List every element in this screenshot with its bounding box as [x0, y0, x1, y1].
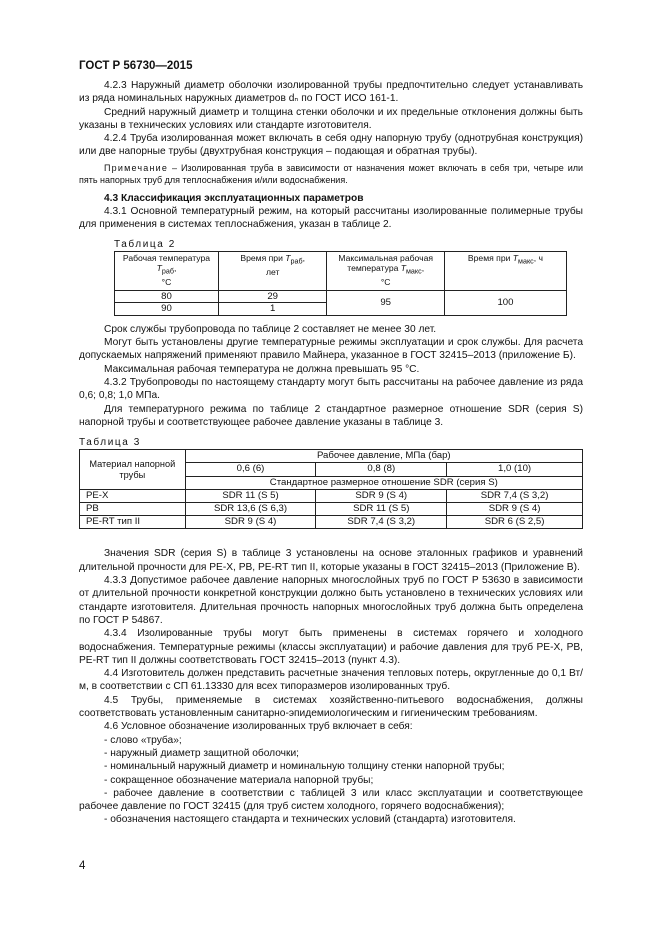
table-2-hours-cell: 100 [444, 290, 566, 315]
list-item: - обозначения настоящего стандарта и технических условий (стандарта) изготовителя. [104, 814, 516, 826]
table-3-material-cell: PB [80, 503, 186, 516]
list-item: - рабочее давление в соответствии с таблицей 3 или класс эксплуатации и соответствующее рабочее давление по ГОСТ 32415 (для труб систем холодного, горячего водоснабжения); [79, 787, 583, 813]
table-2 [114, 251, 567, 316]
table-3-value-cell: SDR 9 (S 4) [447, 503, 583, 516]
table-2-years-cell: 1 [218, 303, 326, 316]
table-2-years-cell: 29 [218, 290, 326, 303]
table-row [80, 489, 583, 502]
table-row [115, 290, 567, 303]
table-3-value-cell: SDR 11 (S 5) [185, 489, 316, 502]
note [79, 162, 583, 186]
paragraph-4-3-1: 4.3.1 Основной температурный режим, на который рассчитаны изолированные полимерные трубы для применения в системах теплоснабжения, указан в таблице 2. [79, 206, 583, 231]
table-3-header-material: Материал напорной трубы [80, 450, 186, 490]
list-item: - слово «труба»; [104, 734, 182, 746]
table-3-value-cell: SDR 6 (S 2,5) [447, 516, 583, 529]
paragraph-4-2-4: 4.2.4 Труба изолированная может включать в себя одну напорную трубу (однотрубная конструкция) или две напорные трубы (двухтрубная конструкция – подающая и обратная трубы). [79, 133, 583, 158]
paragraph-sdr-values: Значения SDR (серия S) в таблице 3 установлены на основе эталонных графиков и уравнений длительной прочности для PE-X, PB, PE-RT тип II, которые указаны в ГОСТ 32415–2013 (Приложение В). [79, 548, 583, 573]
table-3-pressure-0-8: 0,8 (8) [316, 463, 447, 476]
table-3-caption: Таблица 3 [79, 437, 141, 449]
table-3-value-cell: SDR 9 (S 4) [316, 489, 447, 502]
designation-list [79, 734, 583, 827]
table-3-value-cell: SDR 9 (S 4) [185, 516, 316, 529]
table-3-material-cell: PE-RT тип II [80, 516, 186, 529]
paragraph-max-temp: Максимальная рабочая температура не должна превышать 95 °С. [104, 363, 420, 375]
table-2-caption: Таблица 2 [114, 238, 176, 250]
paragraph-4-3-3: 4.3.3 Допустимое рабочее давление напорных многослойных труб по ГОСТ Р 53630 в зависимости от длительной прочности конкретной конструкции должно быть установлено в технических условиях или стандарте изготовителя. Длительная прочность напорных многослойных труб должна быть определена по ГОСТ Р 54867. [79, 575, 583, 626]
standard-code-header: ГОСТ Р 56730—2015 [79, 60, 193, 72]
paragraph-4-2-3-cont: Средний наружный диаметр и толщина стенки оболочки и их предельные отклонения должны быть указаны в технических условиях или стандарте изготовителя. [79, 106, 583, 131]
paragraph-sdr-intro: Для температурного режима по таблице 2 стандартное размерное отношение SDR (серия S) напорной трубы и соответствующее рабочее давление указаны в таблице 3. [79, 403, 583, 428]
table-3-value-cell: SDR 7,4 (S 3,2) [316, 516, 447, 529]
table-2-temp-cell: 80 [115, 290, 219, 303]
paragraph-4-6: 4.6 Условное обозначение изолированных труб включает в себя: [104, 721, 413, 733]
table-3-value-cell: SDR 7,4 (S 3,2) [447, 489, 583, 502]
table-2-tmax-cell: 95 [327, 290, 445, 315]
paragraph-4-2-3: 4.2.3 Наружный диаметр оболочки изолированной трубы предпочтительно следует устанавливать из ряда номинальных наружных диаметров dₙ по ГОСТ ИСО 161-1. [79, 80, 583, 105]
table-row [80, 503, 583, 516]
table-3-material-cell: PE-X [80, 489, 186, 502]
table-2-header-hours: Время при $T_{макс}$, ч [444, 251, 566, 290]
list-item: - сокращенное обозначение материала напорной трубы; [104, 774, 374, 786]
table-3-header-pressure: Рабочее давление, МПа (бар) [185, 450, 582, 463]
table-2-header-row [115, 251, 567, 290]
page-content [79, 79, 583, 827]
table-3-value-cell: SDR 11 (S 5) [316, 503, 447, 516]
note-text: – Изолированная труба в зависимости от назначения может включать в себя три, четыре или пять напорных труб для теплоснабжения и/или водоснабжения. [79, 162, 583, 185]
table-3-value-cell: SDR 13,6 (S 6,3) [185, 503, 316, 516]
paragraph-other-modes: Могут быть установлены другие температурные режимы эксплуатации и срок службы. Для расчета допускаемых напряжений применяют правило Майнера, указанное в ГОСТ 32415–2013 (приложение Б). [79, 337, 583, 362]
table-3-pressure-0-6: 0,6 (6) [185, 463, 316, 476]
page-number: 4 [79, 860, 86, 872]
list-item: - наружный диаметр защитной оболочки; [104, 747, 299, 759]
table-row [80, 516, 583, 529]
paragraph-4-4: 4.4 Изготовитель должен представить расчетные значения тепловых потерь, округленные до 0,1 Вт/м, в соответствии с СП 61.13330 для всех типоразмеров изолированных труб. [79, 668, 583, 693]
table-2-header-tmax: Максимальная рабочая температура $T_{макс}$, °С [327, 251, 445, 290]
list-item: - номинальный наружный диаметр и номинальную толщину стенки напорной трубы; [104, 761, 505, 773]
paragraph-service-life: Срок службы трубопровода по таблице 2 составляет не менее 30 лет. [104, 323, 437, 335]
note-lead: Примечание [104, 162, 169, 173]
table-2-header-years: Время при $T_{раб}$, лет [218, 251, 326, 290]
table-3-header-row [80, 450, 583, 463]
table-2-header-temp: Рабочая температура $T_{раб}$, °С [115, 251, 219, 290]
table-3 [79, 449, 583, 529]
table-3-pressure-1-0: 1,0 (10) [447, 463, 583, 476]
table-2-temp-cell: 90 [115, 303, 219, 316]
paragraph-4-5: 4.5 Трубы, применяемые в системах хозяйственно-питьевого водоснабжения, должны соответствовать установленным санитарно-эпидемиологическим и гигиеническим требованиям. [79, 694, 583, 720]
paragraph-4-3-2: 4.3.2 Трубопроводы по настоящему стандарту могут быть рассчитаны на рабочее давление из ряда 0,6; 0,8; 1,0 МПа. [79, 377, 583, 402]
paragraph-4-3-4: 4.3.4 Изолированные трубы могут быть применены в системах горячего и холодного водоснабжения. Температурные режимы (классы эксплуатации) и рабочие давления для труб PE-X, PB, PE-RT тип II должны соответствовать ГОСТ 32415–2013 (пункт 4.3). [79, 628, 583, 666]
table-3-header-sdr: Стандартное размерное отношение SDR (серия S) [185, 476, 582, 489]
section-4-3-title: 4.3 Классификация эксплуатационных параметров [104, 192, 364, 204]
